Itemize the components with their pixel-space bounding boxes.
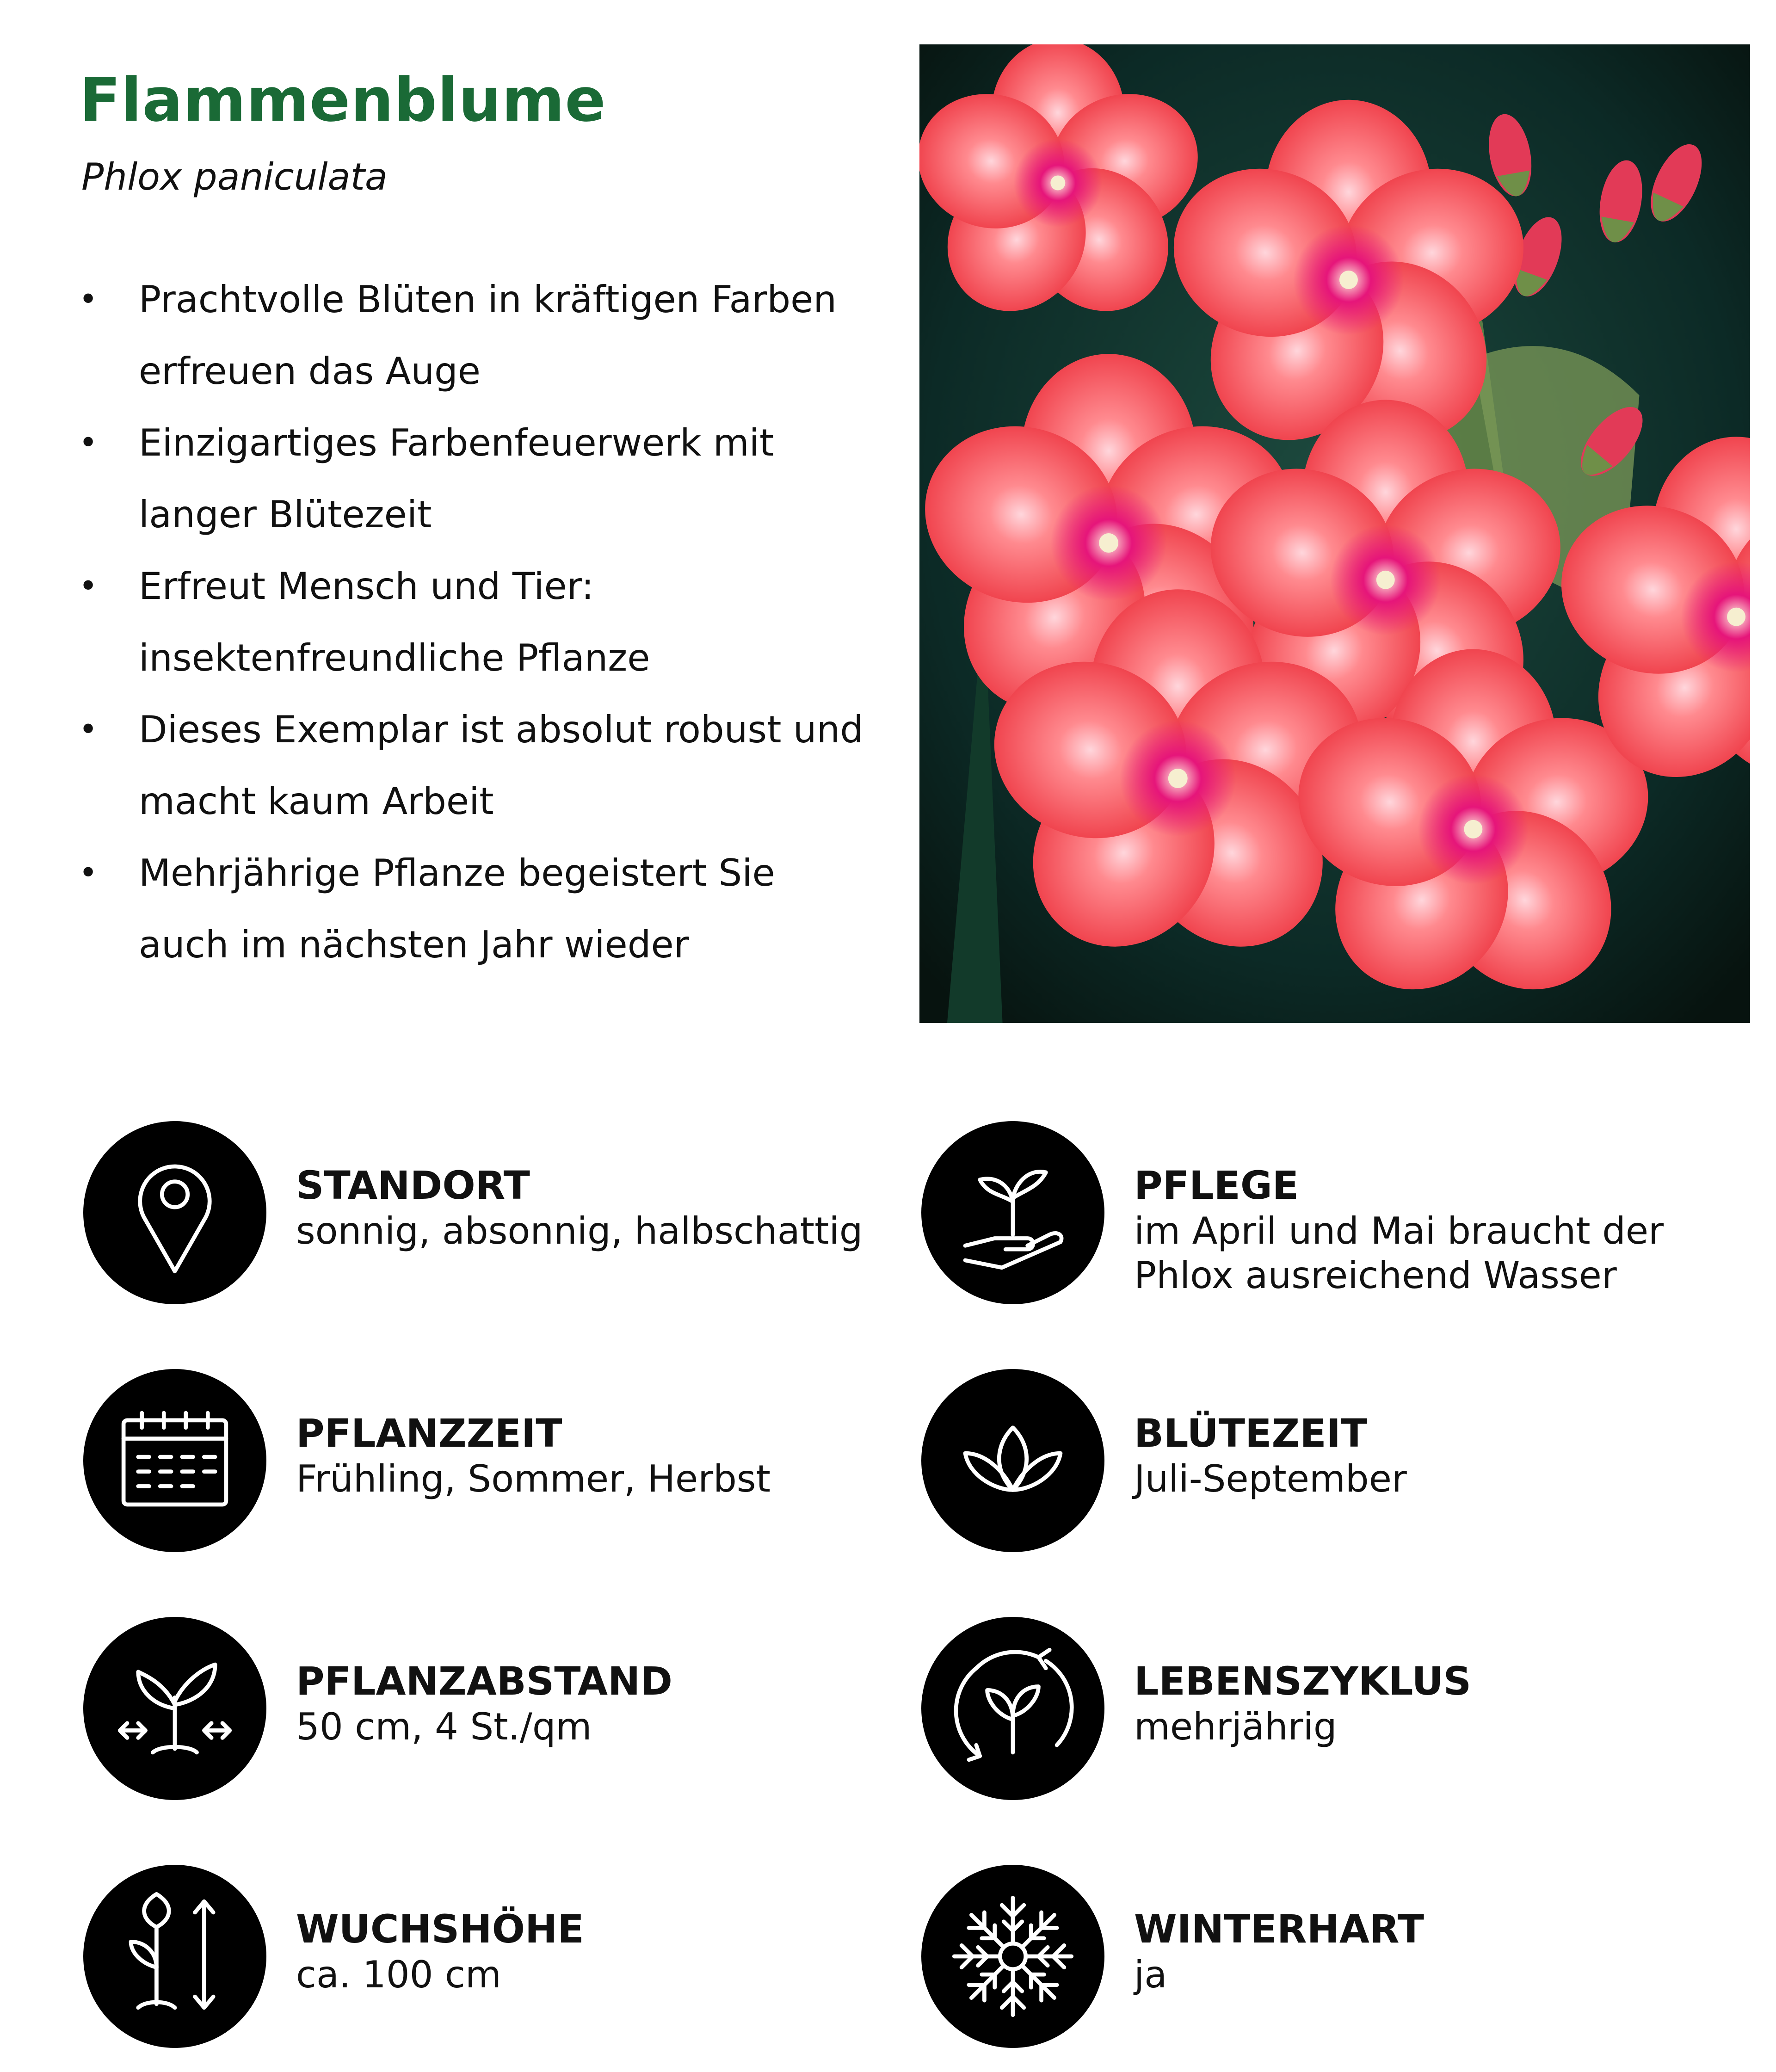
bullet-icon: • xyxy=(79,710,98,748)
attribute-standort: STANDORT sonnig, absonnig, halbschattig xyxy=(83,1121,870,1306)
attribute-lebenszyklus: LEBENSZYKLUS mehrjährig xyxy=(921,1617,1708,1802)
plant-spacing-icon xyxy=(83,1617,266,1800)
feature-item: • Dieses Exemplar ist absolut robust und macht kaum Arbeit xyxy=(79,694,874,837)
product-photo xyxy=(919,44,1750,1023)
hand-seedling-icon xyxy=(921,1121,1104,1304)
bullet-icon: • xyxy=(79,854,98,892)
life-cycle-icon xyxy=(921,1617,1104,1800)
plant-height-icon xyxy=(83,1865,266,2048)
bullet-icon: • xyxy=(79,280,98,318)
product-title: Flammenblume xyxy=(80,65,606,135)
location-pin-icon xyxy=(83,1121,266,1304)
bullet-icon: • xyxy=(79,424,98,462)
snowflake-icon xyxy=(921,1865,1104,2048)
attribute-pflanzzeit: PFLANZZEIT Frühling, Sommer, Herbst xyxy=(83,1369,870,1554)
feature-item: • Erfreut Mensch und Tier: insektenfreundliche Pflanze xyxy=(79,550,874,694)
lotus-flower-icon xyxy=(921,1369,1104,1552)
latin-name: Phlox paniculata xyxy=(81,155,388,198)
attribute-bluetezeit: BLÜTEZEIT Juli-September xyxy=(921,1369,1708,1554)
feature-item: • Mehrjährige Pflanze begeistert Sie auch im nächsten Jahr wieder xyxy=(79,837,874,980)
attribute-wuchshoehe: WUCHSHÖHE ca. 100 cm xyxy=(83,1865,870,2050)
feature-item: • Einzigartiges Farbenfeuerwerk mit langer Blütezeit xyxy=(79,407,874,550)
feature-item: • Prachtvolle Blüten in kräftigen Farben erfreuen das Auge xyxy=(79,264,874,407)
attribute-winterhart: WINTERHART ja xyxy=(921,1865,1708,2050)
feature-list xyxy=(79,264,874,980)
calendar-icon xyxy=(83,1369,266,1552)
bullet-icon: • xyxy=(79,567,98,605)
attribute-pflege: PFLEGE im April und Mai braucht der Phlox ausreichend Wasser xyxy=(921,1121,1708,1306)
attribute-pflanzabstand: PFLANZABSTAND 50 cm, 4 St./qm xyxy=(83,1617,870,1802)
